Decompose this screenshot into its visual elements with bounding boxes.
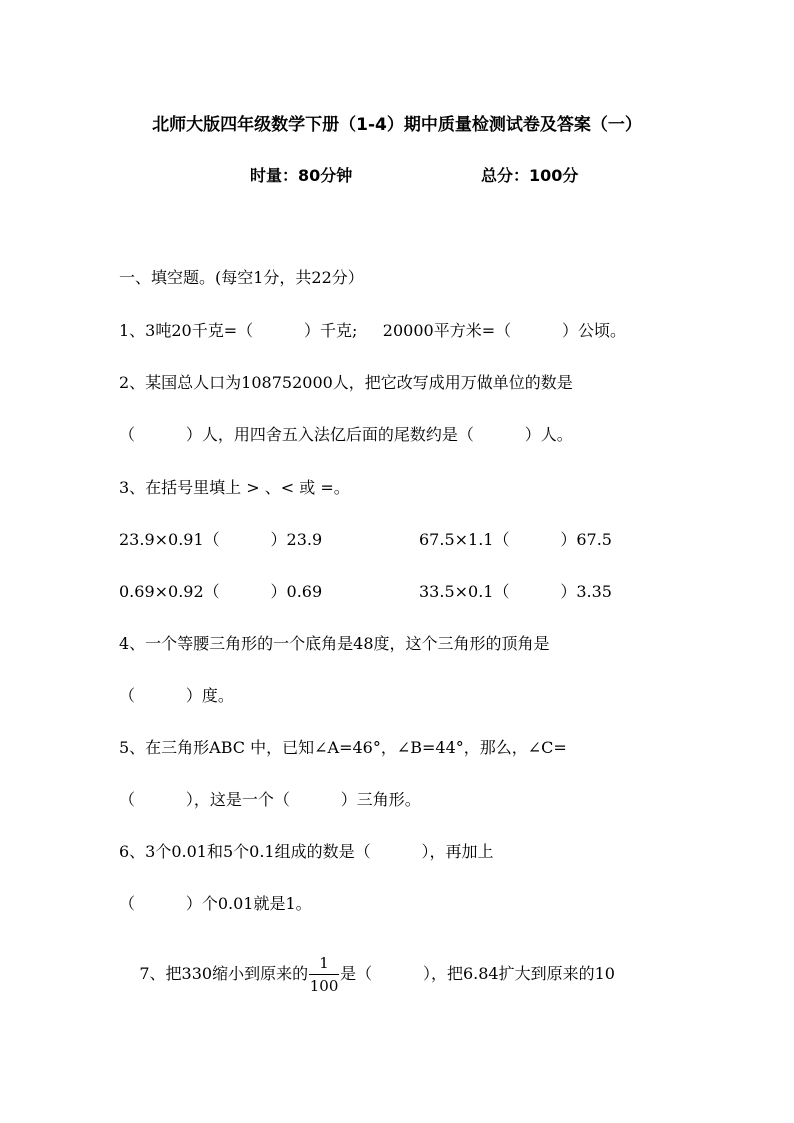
question-1: 1、3吨20千克=（ ）千克; 20000平方米=（ ）公顷。 xyxy=(119,321,626,340)
fraction-numerator: 1 xyxy=(319,954,329,972)
question-4-line-2: （ ）度。 xyxy=(119,686,234,705)
question-6-line-2: （ ）个0.01就是1。 xyxy=(119,894,312,913)
fraction xyxy=(309,953,339,996)
section-heading: 一、填空题。(每空1分，共22分） xyxy=(119,268,364,287)
question-7-prefix: 7、把330缩小到原来的 xyxy=(139,964,309,983)
compare-item-1: 23.9×0.91（ ）23.9 xyxy=(119,530,323,549)
question-6-line-1: 6、3个0.01和5个0.1组成的数是（ ），再加上 xyxy=(119,842,494,861)
exam-title: 北师大版四年级数学下册（1-4）期中质量检测试卷及答案（一） xyxy=(152,115,642,135)
question-2-line-1: 2、某国总人口为108752000人，把它改写成用万做单位的数是 xyxy=(119,373,573,392)
question-5-line-2: （ ），这是一个（ ）三角形。 xyxy=(119,790,421,809)
question-2-line-2: （ ）人，用四舍五入法亿后面的尾数约是（ ）人。 xyxy=(119,425,573,444)
fraction-denominator: 100 xyxy=(309,977,339,995)
question-7 xyxy=(119,929,615,1020)
time-limit: 时量：80分钟 xyxy=(250,166,353,185)
question-5-line-1: 5、在三角形ABC 中，已知∠A=46°，∠B=44°，那么，∠C= xyxy=(119,738,567,757)
question-3: 3、在括号里填上 > 、< 或 =。 xyxy=(119,478,350,497)
total-score: 总分：100分 xyxy=(481,166,579,185)
question-4-line-1: 4、一个等腰三角形的一个底角是48度，这个三角形的顶角是 xyxy=(119,634,550,653)
compare-item-2: 67.5×1.1（ ）67.5 xyxy=(419,530,612,549)
compare-item-4: 33.5×0.1（ ）3.35 xyxy=(419,582,612,601)
question-7-suffix: 是（ ），把6.84扩大到原来的10 xyxy=(340,964,615,983)
fraction-bar xyxy=(309,974,339,975)
compare-item-3: 0.69×0.92（ ）0.69 xyxy=(119,582,323,601)
